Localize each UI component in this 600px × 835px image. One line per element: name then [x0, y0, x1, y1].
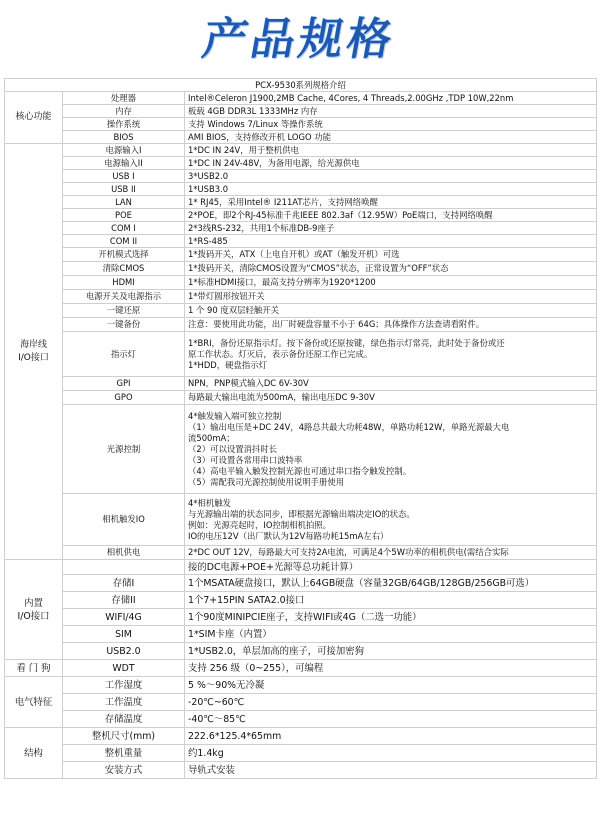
spec-value: -40℃～85℃ — [185, 711, 597, 728]
spec-value: 2*POE，即2个RJ-45标准千兆IEEE 802.3af（12.95W）PoE端口，支持网络唤醒 — [185, 209, 597, 222]
spec-table — [4, 78, 597, 779]
table-row — [5, 196, 597, 209]
table-row — [5, 626, 597, 643]
spec-note: 接的DC电源+POE+光源等总功耗计算） — [185, 560, 597, 575]
spec-name: WIFI/4G — [63, 609, 185, 626]
category-cell: 核心功能 — [5, 92, 63, 144]
spec-value: 1*DC IN 24V-48V，为备用电源，给光源供电 — [185, 157, 597, 170]
table-row — [5, 494, 597, 546]
spec-name: 整机尺寸(mm) — [63, 728, 185, 745]
table-row — [5, 332, 597, 377]
spec-name: 处理器 — [63, 92, 185, 105]
spec-name: 存储温度 — [63, 711, 185, 728]
table-row — [5, 276, 597, 290]
spec-name: 一键备份 — [63, 318, 185, 332]
table-row — [5, 575, 597, 592]
spec-name: 电源开关及电源指示 — [63, 290, 185, 304]
table-row — [5, 248, 597, 262]
table-row — [5, 131, 597, 144]
spec-name: 清除CMOS — [63, 262, 185, 276]
spec-value: 2*DC OUT 12V，每路最大可支持2A电流，可满足4个5W功率的相机供电(需结合实际 — [185, 546, 597, 560]
spec-value-line: IO的电压12V（出厂默认为12V每路功耗15mA左右） — [188, 530, 389, 541]
spec-name: 存储I — [63, 575, 185, 592]
spec-name: COM I — [63, 222, 185, 235]
spec-value: 5 %～90%无冷凝 — [185, 677, 597, 694]
category-line: I/O接口 — [18, 352, 49, 363]
table-row — [5, 222, 597, 235]
spec-value: 支持 Windows 7/Linux 等操作系统 — [185, 118, 597, 131]
table-row — [5, 405, 597, 494]
table-row — [5, 262, 597, 276]
spec-value-line: 4*触发输入端可独立控制 — [188, 410, 282, 421]
spec-value: 2*3线RS-232，共用1个标准DB-9座子 — [185, 222, 597, 235]
spec-value: 注意：要使用此功能，出厂时硬盘容量不小于 64G；具体操作方法查请看附件。 — [185, 318, 597, 332]
spec-value: 每路最大输出电流为500mA，输出电压DC 9-30V — [185, 391, 597, 405]
spec-name: USB II — [63, 183, 185, 196]
spec-name: 电源输入II — [63, 157, 185, 170]
table-row — [5, 711, 597, 728]
spec-value-line: 例如：光源亮起时，IO控制相机拍照。 — [188, 519, 332, 530]
spec-value: 1* RJ45，采用Intel® I211AT芯片，支持网络唤醒 — [185, 196, 597, 209]
spec-name: GPO — [63, 391, 185, 405]
spec-value: -20℃~60℃ — [185, 694, 597, 711]
spec-name: 整机重量 — [63, 745, 185, 762]
spec-value-line: 1*HDD，硬盘指示灯 — [188, 359, 267, 370]
spec-name: 开机模式选择 — [63, 248, 185, 262]
table-row — [5, 728, 597, 745]
spec-value: 1个7+15PIN SATA2.0接口 — [185, 592, 597, 609]
spec-value: 222.6*125.4*65mm — [185, 728, 597, 745]
spec-value: 1*DC IN 24V，用于整机供电 — [185, 144, 597, 157]
category-cell: 结构 — [5, 728, 63, 779]
category-cell: 看 门 狗 — [5, 660, 63, 677]
table-row — [5, 290, 597, 304]
spec-value: AMI BIOS，支持修改开机 LOGO 功能 — [185, 131, 597, 144]
table-row — [5, 391, 597, 405]
table-row — [5, 745, 597, 762]
category-line: I/O接口 — [17, 610, 50, 622]
spec-value: 约1.4kg — [185, 745, 597, 762]
spec-name: GPI — [63, 377, 185, 391]
spec-value-line: （2）可以设置消抖时长 — [188, 443, 278, 454]
spec-value: 1*RS-485 — [185, 235, 597, 248]
spec-value: 1*标准HDMI接口，最高支持分辨率为1920*1200 — [185, 276, 597, 290]
spec-name: HDMI — [63, 276, 185, 290]
table-row — [5, 118, 597, 131]
table-row — [5, 609, 597, 626]
spec-value: 1*USB2.0，单层加高的座子，可接加密狗 — [185, 643, 597, 660]
spec-name — [63, 560, 185, 575]
table-title-row — [5, 79, 597, 92]
spec-name: 内存 — [63, 105, 185, 118]
spec-value-line: （4）高电平输入触发控制光源也可通过串口指令触发控制。 — [188, 465, 412, 476]
spec-value-line: 流500mA； — [188, 432, 235, 443]
banner — [0, 0, 600, 70]
spec-value: 支持 256 级（0~255），可编程 — [185, 660, 597, 677]
spec-value: 1*拨码开关，清除CMOS设置为“CMOS”状态，正常设置为“OFF”状态 — [185, 262, 597, 276]
spec-name: 光源控制 — [63, 405, 185, 494]
category-line: 海岸线 — [19, 339, 47, 350]
banner-title: 产品规格 — [198, 14, 400, 65]
spec-value-line: 与光源输出端的状态同步，即根据光源输出端决定IO的状态。 — [188, 508, 415, 519]
table-row — [5, 660, 597, 677]
table-row — [5, 694, 597, 711]
table-row — [5, 209, 597, 222]
category-line: 内置 — [24, 597, 43, 609]
spec-name: BIOS — [63, 131, 185, 144]
table-row — [5, 560, 597, 575]
spec-value-line: （3）可设置各常用串口波特率 — [188, 454, 303, 465]
spec-name: 工作湿度 — [63, 677, 185, 694]
spec-value — [185, 405, 597, 494]
spec-name: WDT — [63, 660, 185, 677]
spec-value: 1*拨码开关，ATX（上电自开机）或AT（触发开机）可选 — [185, 248, 597, 262]
spec-name: 指示灯 — [63, 332, 185, 377]
spec-name: 相机触发IO — [63, 494, 185, 546]
spec-name: COM II — [63, 235, 185, 248]
spec-name: 操作系统 — [63, 118, 185, 131]
spec-value: 导轨式安装 — [185, 762, 597, 779]
spec-value: Intel®Celeron J1900,2MB Cache, 4Cores, 4 Threads,2.00GHz ,TDP 10W,22nm — [185, 92, 597, 105]
spec-name: SIM — [63, 626, 185, 643]
spec-name: 一键还原 — [63, 304, 185, 318]
category-cell — [5, 560, 63, 660]
spec-name: 电源输入I — [63, 144, 185, 157]
table-row — [5, 677, 597, 694]
spec-name: 存储II — [63, 592, 185, 609]
spec-value: 1个MSATA硬盘接口，默认上64GB硬盘（容量32GB/64GB/128GB/256GB可选） — [185, 575, 597, 592]
table-row — [5, 144, 597, 157]
table-row — [5, 235, 597, 248]
spec-value: 1*SIM卡座（内置） — [185, 626, 597, 643]
spec-value-line: 1*BRI，备份还原指示灯。按下备份或还原按键，绿色指示灯常亮，此时处于备份或还 — [188, 337, 505, 348]
table-row — [5, 592, 597, 609]
table-row — [5, 304, 597, 318]
spec-name: USB I — [63, 170, 185, 183]
spec-name: 工作温度 — [63, 694, 185, 711]
spec-value: 1*USB3.0 — [185, 183, 597, 196]
spec-name: POE — [63, 209, 185, 222]
spec-value: 板载 4GB DDR3L 1333MHz 内存 — [185, 105, 597, 118]
spec-value: NPN，PNP模式输入DC 6V-30V — [185, 377, 597, 391]
spec-name: 安装方式 — [63, 762, 185, 779]
spec-name: 相机供电 — [63, 546, 185, 560]
table-row — [5, 762, 597, 779]
table-row — [5, 318, 597, 332]
spec-name: LAN — [63, 196, 185, 209]
table-row — [5, 157, 597, 170]
table-row — [5, 170, 597, 183]
spec-value — [185, 332, 597, 377]
table-row — [5, 643, 597, 660]
spec-value: 1*带灯圆形按钮开关 — [185, 290, 597, 304]
table-row — [5, 546, 597, 560]
spec-value — [185, 494, 597, 546]
spec-value-line: （5）需配我司光源控制使用说明手册使用 — [188, 476, 345, 487]
spec-value: 3*USB2.0 — [185, 170, 597, 183]
table-row — [5, 105, 597, 118]
table-row — [5, 92, 597, 105]
spec-name: USB2.0 — [63, 643, 185, 660]
spec-value-line: 原工作状态。灯灭后，表示备份还原工作已完成。 — [188, 348, 373, 359]
table-title: PCX-9530系列规格介绍 — [5, 79, 597, 92]
table-row — [5, 377, 597, 391]
spec-value: 1 个 90 度双层轻触开关 — [185, 304, 597, 318]
spec-value-line: 4*相机触发 — [188, 497, 232, 508]
spec-value: 1个90度MINIPCIE座子，支持WIFI或4G（二选一功能） — [185, 609, 597, 626]
spec-value-line: （1）输出电压是+DC 24V，4路总共最大功耗48W，单路功耗12W，单路光源最大电 — [188, 421, 510, 432]
table-row — [5, 183, 597, 196]
category-cell: 电气特征 — [5, 677, 63, 728]
category-cell — [5, 144, 63, 560]
